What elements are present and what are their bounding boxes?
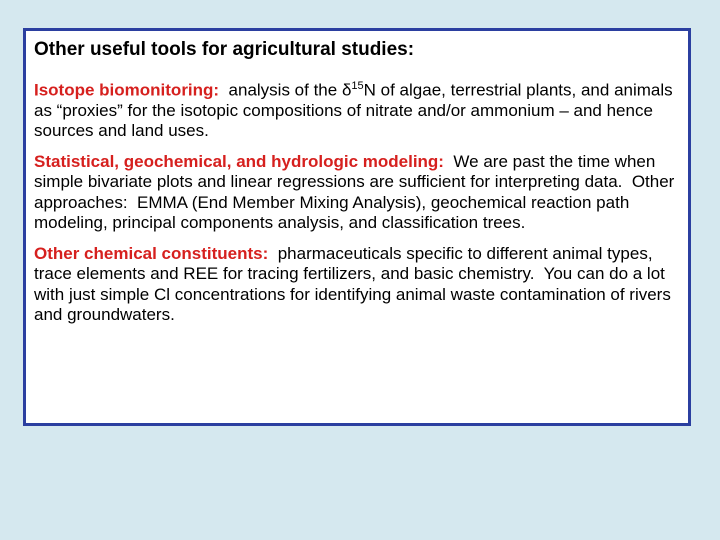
section-body-pre: analysis of the [219,80,342,100]
section-isotope-biomonitoring [34,76,678,142]
section-body-post: N of algae, terrestrial plants, and animals as “proxies” for the isotopic compositions of nitrate and/or ammonium – and hence sources and land uses. [34,80,673,141]
section-body: pharmaceuticals specific to different animal types, trace elements and REE for tracing fertilizers, and basic chemistry. You can do a lot with just simple Cl concentrations for identifying animal waste contamination of rivers and groundwaters. [34,243,676,325]
slide-content-box [23,28,691,426]
section-body: We are past the time when simple bivariate plots and linear regressions are sufficient for interpreting data. Other approaches: EMMA (End Member Mixing Analysis), geochemical reaction path modeling, principal components analysis, and classification trees. [34,151,680,233]
delta-symbol: δ [341,80,352,100]
isotope-superscript: 15 [351,79,364,92]
section-statistical-modeling [34,152,678,234]
slide-title: Other useful tools for agricultural studies: [34,39,415,60]
section-chemical-constituents [34,244,678,326]
section-heading: Statistical, geochemical, and hydrologic modeling: [34,151,444,171]
section-heading: Isotope biomonitoring: [34,80,220,100]
section-heading: Other chemical constituents: [34,243,269,263]
